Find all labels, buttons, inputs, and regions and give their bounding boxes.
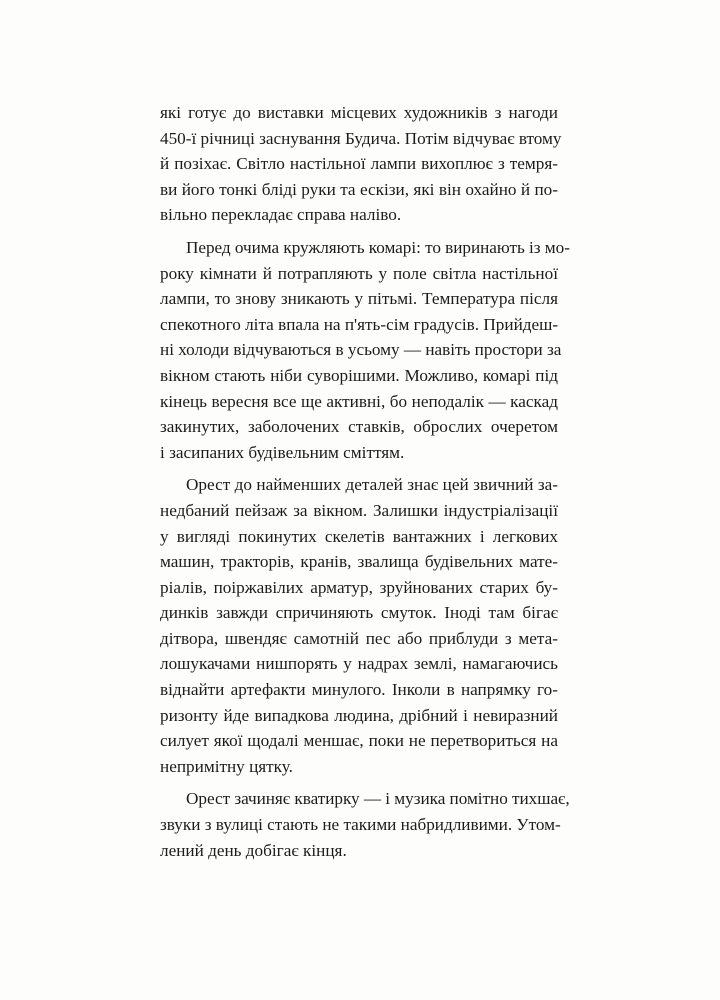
text-line: непримітну цятку. — [160, 756, 293, 776]
text-line: 450-ї річниці заснування Будича. Потім відчуває втому — [160, 128, 562, 148]
text-line: лампи, то знову зникають у пітьмі. Температура після — [160, 289, 558, 309]
text-line: машин, тракторів, кранів, звалища будівельних мате- — [160, 552, 558, 572]
text-line: і засипаних будівельним сміттям. — [160, 442, 405, 462]
text-line: вікном стають ніби суворішими. Можливо, комарі під — [160, 365, 558, 385]
text-line: спекотного літа впала на п'ять-сім градусів. Прийдеш- — [160, 314, 559, 334]
text-line: вільно перекладає справа наліво. — [160, 205, 402, 225]
paragraph-3 — [160, 472, 558, 779]
text-line: й позіхає. Світло настільної лампи вихоплює з темря- — [160, 154, 558, 174]
paragraph-4 — [160, 786, 570, 863]
body-text — [160, 100, 570, 870]
text-line: дітвора, швендяє самотній пес або приблуди з мета- — [160, 628, 558, 648]
text-line: недбаний пейзаж за вікном. Залишки індустріалізації — [160, 500, 558, 520]
text-line: Орест зачиняє кватирку — і музика помітно тихшає, — [186, 789, 570, 809]
text-line: силует якої щодалі меншає, поки не перетвориться на — [160, 731, 558, 751]
text-line: Орест до найменших деталей знає цей звичний за- — [186, 475, 558, 495]
text-line: кінець вересня все ще активні, бо неподалік — каскад — [160, 391, 558, 411]
text-line: динків завжди спричиняють смуток. Іноді там бігає — [160, 603, 558, 623]
text-line: ні холоди відчуваються в усьому — навіть простори за — [160, 340, 562, 360]
text-line: віднайти артефакти минулого. Інколи в напрямку го- — [160, 680, 558, 700]
text-line: звуки з вулиці стають не такими набридливими. Утом- — [160, 815, 561, 835]
text-line: які готує до виставки місцевих художників з нагоди — [160, 103, 558, 122]
text-line: закинутих, заболочених ставків, оброслих очеретом — [160, 417, 558, 437]
paragraph-1 — [160, 100, 562, 228]
text-line: Перед очима кружляють комарі: то виринають із мо- — [186, 237, 570, 257]
text-line: ви його тонкі бліді руки та ескізи, які він охайно й по- — [160, 179, 558, 199]
text-line: у вигляді покинутих скелетів вантажних і легкових — [160, 526, 558, 546]
text-line: ріалів, поіржавілих арматур, зруйнованих старих бу- — [160, 577, 558, 597]
paragraph-2 — [160, 235, 570, 465]
text-line: ризонту йде випадкова людина, дрібний і невиразний — [160, 705, 558, 725]
text-line: року кімнати й потрапляють у поле світла настільної — [160, 263, 558, 283]
text-line: лошукачами нишпорять у надрах землі, намагаючись — [160, 654, 558, 674]
text-line: лений день добігає кінця. — [160, 840, 347, 860]
